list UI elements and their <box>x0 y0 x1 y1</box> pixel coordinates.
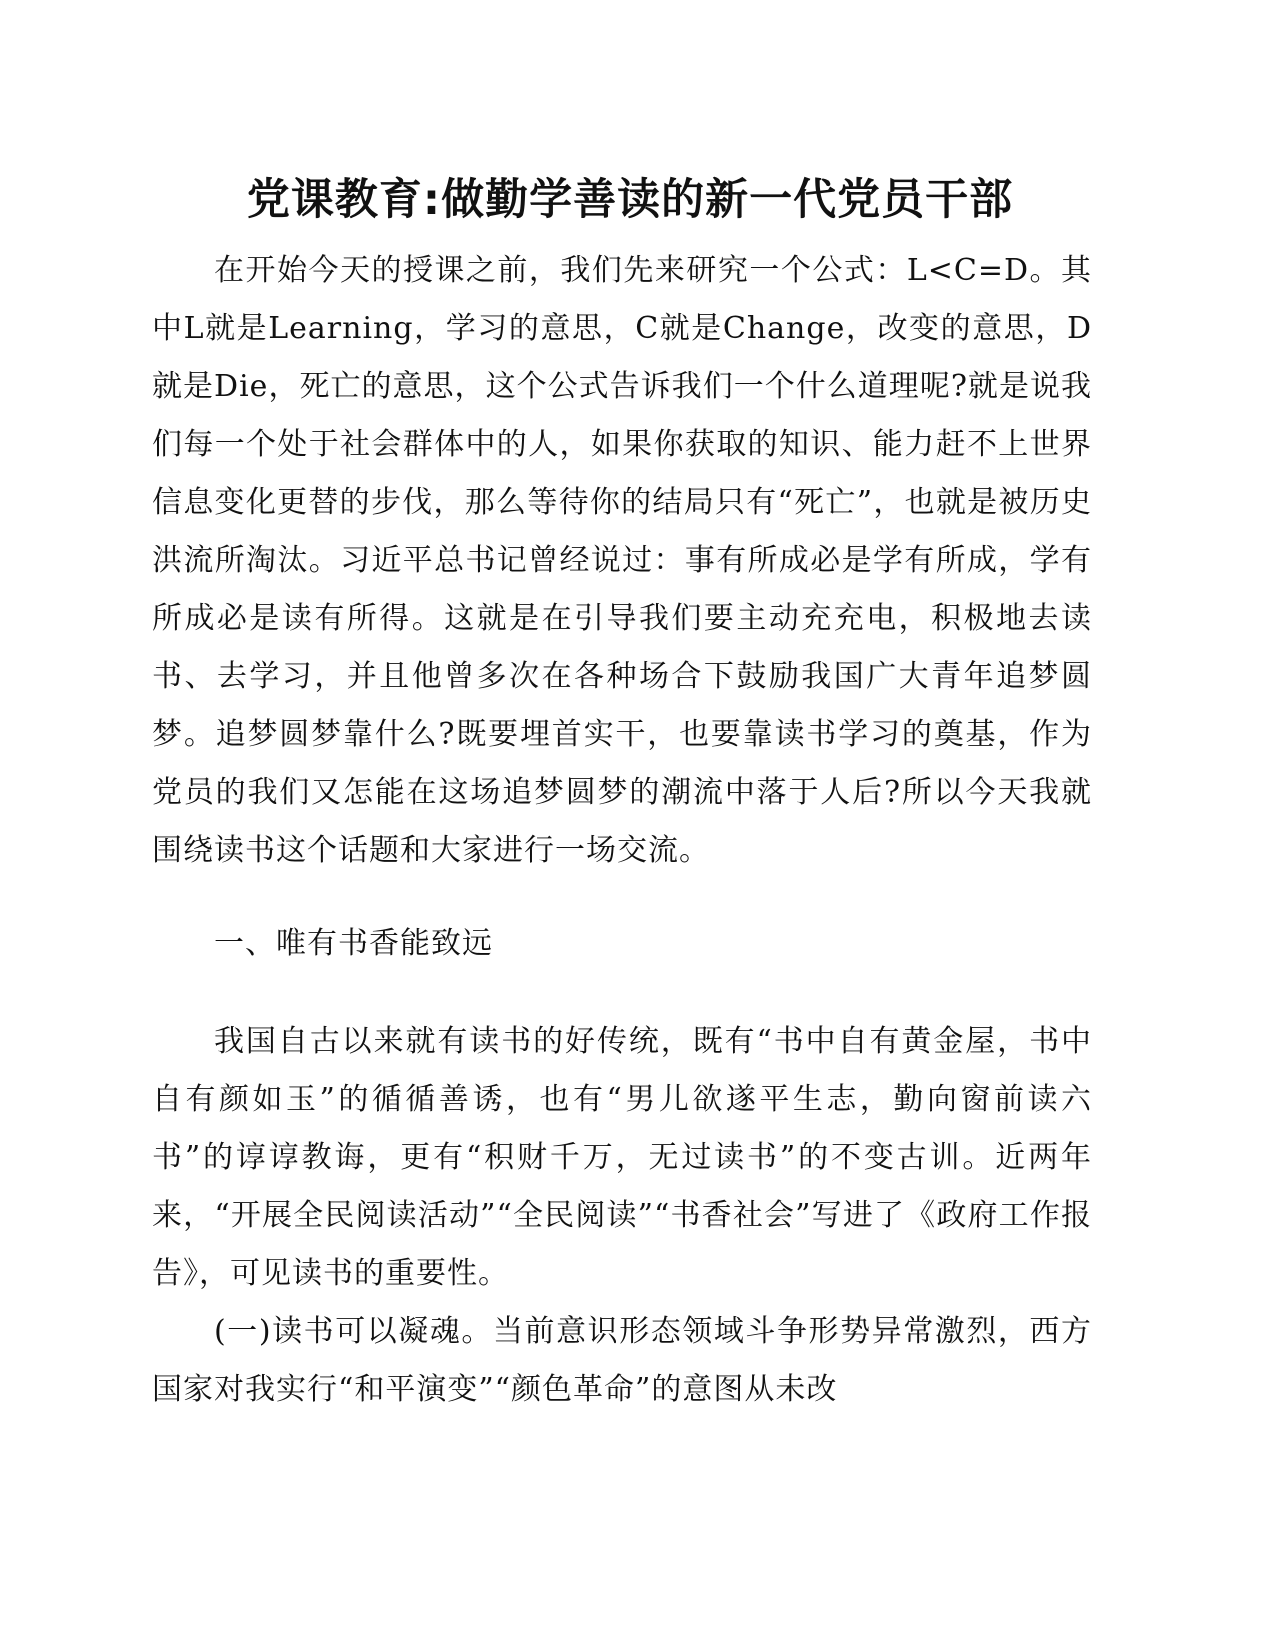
section-heading: 一、唯有书香能致远 <box>214 926 493 961</box>
document-title: 党课教育:做勤学善读的新一代党员干部 <box>246 175 1014 225</box>
tradition-paragraph: 我国自古以来就有读书的好传统，既有“书中自有黄金屋，书中自有颜如玉”的循循善诱，也有“男儿欲遂平生志，勤向窗前读六书”的谆谆教诲，更有“积财千万，无过读书”的不变古训。近两年来，“开展全民阅读活动”“全民阅读”“书香社会”写进了《政府工作报告》，可见读书的重要性。 <box>152 1024 1092 1291</box>
intro-paragraph: 在开始今天的授课之前，我们先来研究一个公式：L<C=D。其中L就是Learning，学习的意思，C就是Change，改变的意思，D就是Die，死亡的意思，这个公式告诉我们一个什么道理呢?就是说我们每一个处于社会群体中的人，如果你获取的知识、能力赶不上世界信息变化更替的步伐，那么等待你的结局只有“死亡”，也就是被历史洪流所淘汰。习近平总书记曾经说过：事有所成必是学有所成，学有所成必是读有所得。这就是在引导我们要主动充充电，积极地去读书、去学习，并且他曾多次在各种场合下鼓励我国广大青年追梦圆梦。追梦圆梦靠什么?既要埋首实干，也要靠读书学习的奠基，作为党员的我们又怎能在这场追梦圆梦的潮流中落于人后?所以今天我就围绕读书这个话题和大家进行一场交流。 <box>152 253 1092 868</box>
subsection-paragraph: (一)读书可以凝魂。当前意识形态领域斗争形势异常激烈，西方国家对我实行“和平演变”“颜色革命”的意图从未改 <box>152 1314 1092 1407</box>
